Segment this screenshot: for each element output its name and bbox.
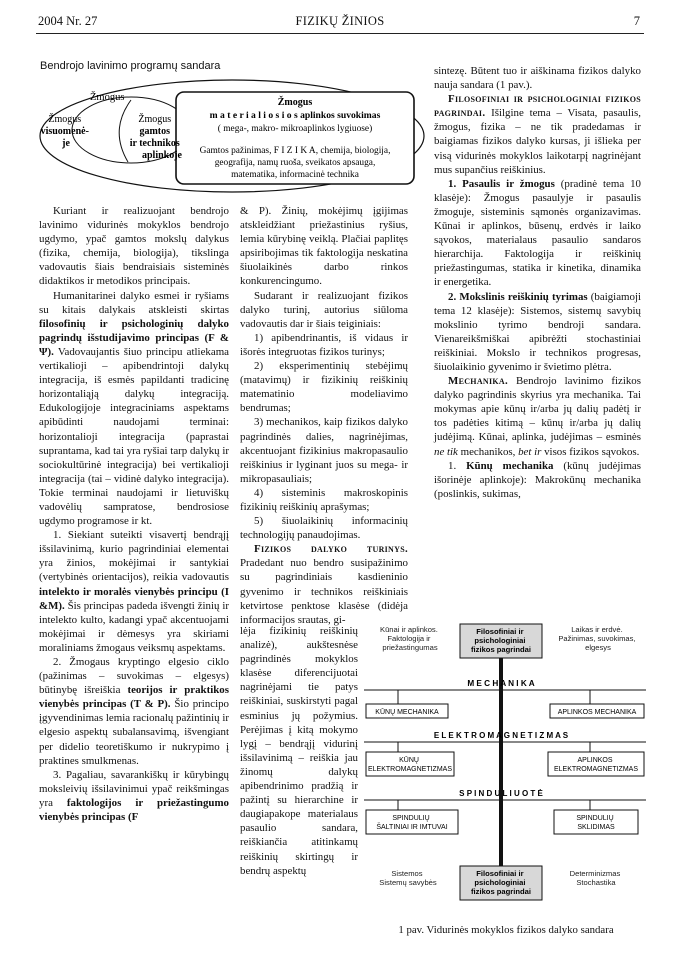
- fig-bottom-center-line: fizikos pagrindai: [471, 887, 531, 896]
- box-line-5: matematika, informacinė technika: [231, 170, 359, 180]
- text-run: visos fizikos sąvokos.: [541, 445, 640, 458]
- paragraph: [39, 528, 229, 655]
- text-run: Bendrojo lavinimo fizikos dalyko pagrindinis skyrius yra mechanika. Tai mokymas apie kūnų ir/arba jų dalių padėtį ir tos padėties kitimą – kūnų ir/arba jų dalių judėjimą. Kūnai, aplinka, judėjimas – esminės: [434, 375, 641, 444]
- text-run: Išilgine tema – Visata, pasaulis, žmogus, fizika – ne tik pradedamas ir baigiamas fizikos dalyko kursas, ji išlieka per visą vidurinės mokyklos laikotarpį nagrinėjant mus supančius reiškinius.: [434, 107, 641, 176]
- paragraph: [39, 289, 229, 529]
- box-line-1: m a t e r i a l i o s i o s aplinkos suvokimas: [209, 110, 381, 121]
- paragraph: [434, 459, 641, 501]
- environment-em-label: ELEKTROMAGNETIZMAS: [553, 766, 639, 773]
- inner-boundary: [119, 100, 131, 162]
- box-line-2: ( mega-, makro- mikroaplinkos lygiuose): [217, 124, 373, 134]
- column-middle: [240, 204, 408, 627]
- body-em-label: KŪNŲ: [399, 757, 419, 764]
- svg-text:Kūnai ir aplinkos. Fakto: [380, 625, 440, 652]
- topic-heading: 1. Pasaulis ir žmogus: [448, 177, 555, 190]
- paragraph: Sudarant ir realizuojant fizikos dalyko turinį, autorius siūloma vadovautis dar ir šiais teiginiais:: [240, 289, 408, 330]
- paragraph: & P). Žinių, mokėjimų įgijimas atskleidžiant priežastinius ryšius, lemia kūrybinę veiklą. Plačiai paplitęs apsiribojimas tik faktologija neskatina šiuolaikinės darbo rinkos konkurencingumo.: [240, 205, 408, 288]
- fig-top-right-line: Pažinimas, suvokimas,: [558, 634, 636, 643]
- text-run: Pradedant nuo bendro susipažinimo su pagrindiniais kasdieninio gyvenimo ir technikos reiškiniais ketvirtose penktose klasėse (didėja informacijos srautas, gi-: [240, 557, 408, 626]
- paragraph: [434, 290, 641, 375]
- box-line-4: geografija, namų ruoša, sveikatos apsauga,: [214, 158, 376, 168]
- body-mechanics-label: KŪNŲ MECHANIKA: [375, 709, 439, 716]
- principle-name: faktologijos ir priežastingumo vienybės principas (F: [39, 796, 229, 824]
- text-run: 3. Pagaliau, savarankiškų ir kūrybingų moksleivių išsilavinimui ypač reikšmingas yra: [39, 768, 229, 809]
- svg-text:Filosofiniai ir psicholo: [471, 869, 531, 896]
- physics-structure-figure: [360, 614, 650, 920]
- radiation-propagation-label: SPINDULIŲ: [576, 815, 614, 822]
- text-run: 1.: [448, 459, 467, 472]
- paragraph: [39, 768, 229, 824]
- inner-label-line: aplinkoje: [141, 150, 183, 161]
- radiation-sources-label: SPINDULIŲ: [392, 815, 430, 822]
- text-run: bet ir: [518, 445, 542, 458]
- topic-heading: 2. Mokslinis reiškinių tyrimas: [448, 290, 588, 303]
- text-run: mechanikos,: [457, 445, 519, 458]
- mechanika-band-label: M E C H A N I K A: [467, 679, 535, 688]
- text-run: Humanitarinei dalyko esmei ir ryšiams su kitais dalykais atskleisti skirtas: [39, 289, 229, 316]
- radiation-band-label: S P I N D U L I U O T Ė: [459, 789, 543, 798]
- section-heading: Filosofiniai ir psichologiniai fizikos pagrindai.: [434, 93, 641, 120]
- diagram-title: Bendrojo lavinimo programų sandara: [40, 60, 221, 72]
- text-run: Šis principas padeda išvengti žinių ir intelekto kulto, kadangi ypač akcentuojami mokėjimai ir dėmesys yra skiriami moraliniams žmogaus veiksmų aspektams.: [39, 599, 229, 654]
- inner-label-line: gamtos: [139, 126, 171, 137]
- environment-mechanics-label: APLINKOS MECHANIKA: [557, 709, 637, 716]
- column-right: [434, 64, 641, 501]
- paragraph: [39, 655, 229, 768]
- text-run: 1. Siekiant suteikti visavertį bendrąjį išsilavinimą, kurio pagrindiniai elementai yra žinios, mokėjimai ir santykiai (vertybinės orientacijos), reikia vadovautis: [39, 529, 229, 584]
- list-item: 2) eksperimentinių stebėjimų (matavimų) ir fizikinių reiškinių matematinio modeliavimo bendrumas;: [240, 360, 408, 415]
- fig-top-left-line: priežastingumas: [382, 643, 438, 652]
- paragraph: Kuriant ir realizuojant bendrojo lavinimo vidurinės mokyklos bendrojo ugdymo, ypač gamtos mokslų dalykus (fizika, chemija, biologija), tikslinga vadovautis šiais bendraisiais sisteminės didaktikos ir metodikos principais.: [39, 205, 229, 288]
- text-run: 2. Žmogaus kryptingo elgesio ciklo (pažinimas – suvokimas – elgesys) būtinybę išreiškia: [39, 656, 229, 697]
- paragraph: sintezę. Būtent tuo ir aiškinama fizikos dalyko nauja sandara (1 pav.).: [434, 65, 641, 92]
- text-run: ne tik: [434, 445, 458, 458]
- left-label-line: Žmogus: [48, 114, 82, 125]
- fig-top-center-line: psichologiniai: [474, 636, 526, 645]
- principle-name: intelekto ir moralės vienybės principu (I &M).: [39, 585, 229, 612]
- text-run: (pradinė tema 10 klasėje): Žmogus pasaulyje ir pasaulis žmoguje, sisteminis sąmonės organizavimas. Kūnai ir aplinkos, būsenų, erdvės ir laiko sąvokos, materialaus pasaulio sandaros hierarchija. Faktologija ir reiškinių priežastingumas, statika ir kinetika, dinamika ir energetika.: [434, 177, 641, 289]
- svg-text:Žmogus visuomenė-: [41, 113, 92, 149]
- list-item: 3) mechanikos, kaip fizikos dalyko pagrindinės dalies, nagrinėjimas, akcentuojant fizikinius makropasaulio reiškinius ir lyginant juos su mega- ir mikropasauliais;: [240, 416, 408, 485]
- body-em-label: ELEKTROMAGNETIZMAS: [367, 766, 453, 773]
- fig-top-right-line: Laikas ir erdvė.: [571, 625, 623, 634]
- box-line-3: Gamtos pažinimas, F I Z I K A, chemija, biologija,: [199, 146, 391, 156]
- svg-text:Žmogus gamtos ir t: [130, 113, 183, 161]
- svg-text:Sistemos Sistemų savybės: [379, 869, 437, 887]
- radiation-propagation-label: SKLIDIMAS: [577, 824, 615, 831]
- paragraph: [434, 374, 641, 459]
- fig-bottom-right-line: Determinizmas: [569, 869, 621, 878]
- page-number: 7: [633, 14, 640, 28]
- header-rule: [36, 33, 644, 34]
- fig-top-left-line: Faktologija ir: [387, 634, 431, 643]
- text-run: Vadovaujantis šiuo principu atliekama vertikalioji – apibendrintoji dalykų integracija, iš esmės papildanti tradicinę horizontaliąją dalykų integraciją. Edukologijoje integraciniams aspektams apibūdinti naudojami terminai: horizontalioji integracija (paprastai suprantama, kad tai yra ryšiai tarp dalykų ir sociokultūrinė integracija) bei vertikalioji integracija (tai – vidinė dalyko integracija). Tokie terminai naudojami ir lietuviškų vadovėlių sampratose, bendrosiose ugdymo programose ir kt.: [39, 345, 229, 528]
- inner-label-line: Žmogus: [138, 114, 172, 125]
- em-band-label: E L E K T R O M A G N E T I Z M A S: [433, 731, 569, 740]
- svg-text:Laikas ir erdvė. Pažinim: [558, 625, 637, 652]
- fig-bottom-center-line: psichologiniai: [474, 878, 526, 887]
- text-run: (kūnų judėjimas išorinėje aplinkoje): Makrokūnų mechanika (poslinkis, sukimas,: [434, 459, 642, 500]
- left-label-line: je: [62, 138, 70, 149]
- left-label-line: visuomenė-: [40, 126, 89, 137]
- fig-top-center-line: Filosofiniai ir: [476, 627, 524, 636]
- paragraph: [434, 92, 641, 177]
- issue-label: 2004 Nr. 27: [38, 14, 98, 28]
- list-item: 4) sisteminis makroskopinis fizikinių reiškinių aprašymas;: [240, 486, 408, 513]
- principle-name: filosofinių ir psichologinių dalyko pagrindų išstudijavimo principas (F & Ψ).: [39, 317, 229, 358]
- journal-title: FIZIKŲ ŽINIOS: [295, 14, 385, 28]
- list-item: 5) šiuolaikinių informacinių technologijų panaudojimas.: [240, 515, 408, 542]
- fig-top-left-line: Kūnai ir aplinkos.: [380, 625, 438, 634]
- svg-text:Determinizmas Stochastik: [570, 869, 623, 887]
- svg-text:Filosofiniai ir psicholo: [471, 627, 531, 654]
- inner-label-line: ir technikos: [129, 138, 180, 149]
- column-left: [39, 204, 229, 824]
- list-item: 1) apibendrinantis, iš vidaus ir išorės integruotas fizikos turinys;: [240, 331, 408, 358]
- column-middle-continued: [240, 624, 358, 878]
- fig-top-center-line: fizikos pagrindai: [471, 645, 531, 654]
- program-structure-diagram: [36, 78, 426, 196]
- paragraph: [434, 177, 641, 290]
- text-run: (baigiamoji tema 12 klasėje): Sistemos, sistemų savybių mokslinio tyrimo bendroji sandara. Vienareikšmiškai apibrėžti stochastiniai reiškiniai. Mokslo ir technikos progresas, šiuolaikinio gyvenimo ir švietimo plėtra.: [434, 290, 641, 373]
- principle-name: teorijos ir praktikos vienybės principas (T & P).: [39, 684, 229, 711]
- text-run: Šio principo įgyvendinimas lemia racionalų pažintinių ir elgesio aspektų subalansavimą, išvengiant per didelio teoretiškumo ir nukrypimo į praktines smulkmenas.: [39, 698, 229, 767]
- figure-caption: 1 pav. Vidurinės mokyklos fizikos dalyko sandara: [398, 924, 614, 936]
- section-heading: Mechanika.: [448, 375, 509, 388]
- fig-bottom-center-line: Filosofiniai ir: [476, 869, 524, 878]
- outer-label: Žmogus: [90, 92, 125, 103]
- topic-heading: Kūnų mechanika: [466, 459, 554, 472]
- fig-bottom-left-line: Sistemų savybės: [379, 878, 437, 887]
- fig-top-right-line: elgesys: [585, 643, 611, 652]
- radiation-sources-label: ŠALTINIAI IR IMTUVAI: [376, 824, 448, 831]
- section-heading: Fizikos dalyko turinys.: [254, 543, 408, 556]
- paragraph: lėja fizikinių reiškinių analizė), aukštesnėse pagrindinės mokyklos klasėse diferencijuotai nagrinėjami tie patys reiškiniai, suskirstyti pagal esminius jų požymius. Perėjimas į kitą mokymo lygį – bendrąjį vidurinį išsilavinimą – reiškia jau žinomų dalykų apibendrinimo pradžią ir pažintį su hierarchine ir daugiapakope materialaus pasaulio sandara, reiškiančia atitinkamų reiškinių skirtingų ir bendrų aspektų: [240, 625, 358, 877]
- fig-bottom-right-line: Stochastika: [576, 878, 616, 887]
- environment-em-label: APLINKOS: [577, 757, 613, 764]
- box-title: Žmogus: [277, 97, 313, 108]
- fig-bottom-left-line: Sistemos: [391, 869, 423, 878]
